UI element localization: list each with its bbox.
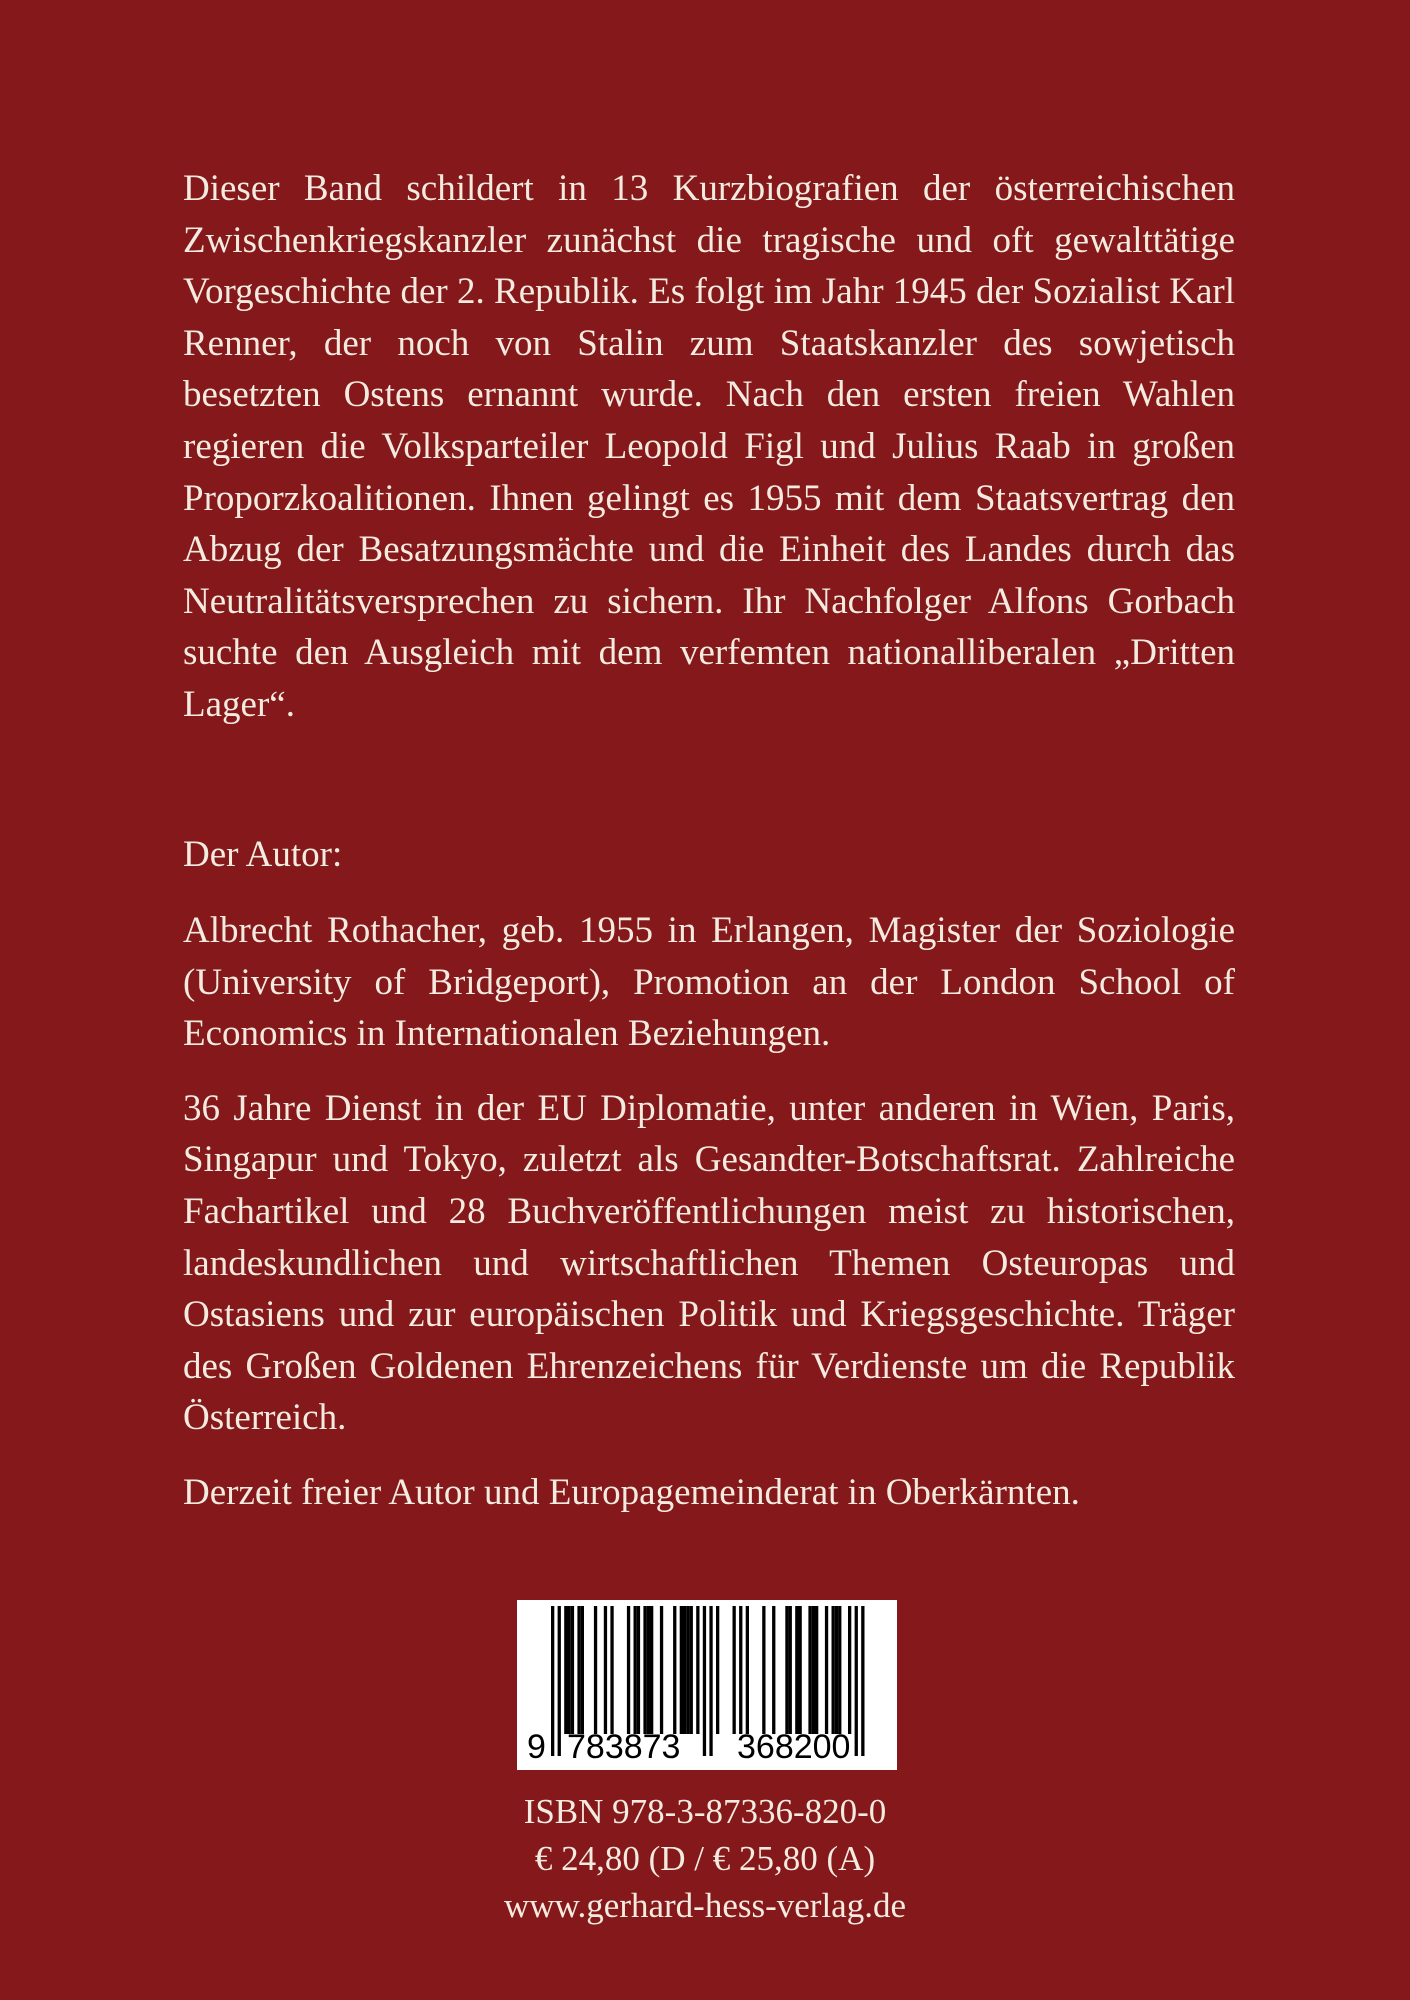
isbn-barcode (517, 1600, 897, 1770)
barcode-bar (696, 1606, 699, 1734)
barcode-digits-right: 368200 (737, 1728, 851, 1766)
barcode-digit-first: 9 (527, 1728, 546, 1766)
blurb-paragraph: Dieser Band schildert in 13 Kurzbiografien der österreichischen Zwischenkriegskanzler zunächst die tragische und oft gewalttätige Vorgeschichte der 2. Republik. Es folgt im Jahr 1945 der Sozialist Karl Renner, der noch von Stalin zum Staatskanzler des sowjetisch besetzten Ostens ernannt wurde. Nach den ersten freien Wahlen regieren die Volksparteiler Leopold Figl und Julius Raab in großen Proporzkoalitionen. Ihnen gelingt es 1955 mit dem Staatsvertrag den Abzug der Besatzungsmächte und die Einheit des Landes durch das Neutralitätsversprechen zu sichern. Ihr Nachfolger Alfons Gorbach suchte den Ausgleich mit dem verfemten nationalliberalen „Dritten Lager“. (183, 168, 1235, 725)
barcode-bar (772, 1606, 775, 1734)
barcode-bar (577, 1606, 580, 1734)
barcode-bar (660, 1606, 663, 1734)
barcode-bar (650, 1606, 653, 1734)
barcode-bar (799, 1606, 802, 1734)
barcode-bar (571, 1606, 574, 1734)
barcode-bar (838, 1606, 841, 1734)
barcode-bar (815, 1606, 818, 1734)
barcode-bar (647, 1606, 650, 1734)
barcode-bar (832, 1606, 835, 1734)
barcode-bar (594, 1606, 597, 1734)
author-paragraph-2: 36 Jahre Dienst in der EU Diplomatie, unter anderen in Wien, Paris, Singapur und Tokyo, zuletzt als Gesandter-Botschaftsrat. Zahlreiche Fachartikel und 28 Buchveröffentlichungen meist zu historischen, landeskundlichen und wirtschaftlichen Themen Osteuropas und Ostasiens und zur europäischen Politik und Kriegsgeschichte. Träger des Großen Goldenen Ehrenzeichens für Verdienste um die Republik Österreich. (183, 1087, 1235, 1439)
barcode-bar (673, 1606, 676, 1734)
barcode-bar (568, 1606, 571, 1734)
barcode-bar (610, 1606, 613, 1734)
barcode-bar (825, 1606, 828, 1734)
isbn-number: ISBN 978-3-87336-820-0 (523, 1792, 887, 1831)
barcode-bar (716, 1606, 719, 1734)
barcode-digits-left: 783873 (567, 1728, 681, 1766)
barcode-bar (680, 1606, 683, 1734)
author-paragraph-1: Albrecht Rothacher, geb. 1955 in Erlangen, Magister der Soziologie (University of Bridgeport), Promotion an der London School of Economics in Internationalen Beziehungen. (183, 910, 1235, 1055)
author-section (183, 905, 1235, 1542)
barcode-bar (604, 1606, 607, 1734)
barcode-bar (733, 1606, 736, 1734)
barcode-bar (808, 1606, 811, 1734)
barcode-bar (746, 1606, 749, 1734)
barcode-digits (517, 1728, 897, 1766)
barcode-bar (643, 1606, 646, 1734)
barcode-bar (795, 1606, 798, 1734)
barcode-bar (683, 1606, 686, 1734)
barcode-bar (637, 1606, 640, 1734)
author-heading: Der Autor: (183, 834, 343, 875)
barcode-bar (789, 1606, 792, 1734)
barcode-bar (690, 1606, 693, 1734)
barcode-bar (835, 1606, 838, 1734)
publisher-url: www.gerhard-hess-verlag.de (503, 1886, 906, 1925)
barcode-bar (848, 1606, 851, 1734)
barcode-bar (581, 1606, 584, 1734)
barcode-bar (686, 1606, 689, 1734)
barcode-bar (634, 1606, 637, 1734)
barcode-bar (564, 1606, 567, 1734)
barcode-bar (627, 1606, 630, 1734)
barcode-bar (762, 1606, 765, 1734)
price: € 24,80 (D / € 25,80 (A) (534, 1839, 876, 1878)
blurb-section (183, 163, 1235, 731)
author-paragraph-3: Derzeit freier Autor und Europagemeinderat in Oberkärnten. (183, 1471, 1080, 1513)
barcode-bar (812, 1606, 815, 1734)
barcode-bar (785, 1606, 788, 1734)
barcode-bar (739, 1606, 742, 1734)
